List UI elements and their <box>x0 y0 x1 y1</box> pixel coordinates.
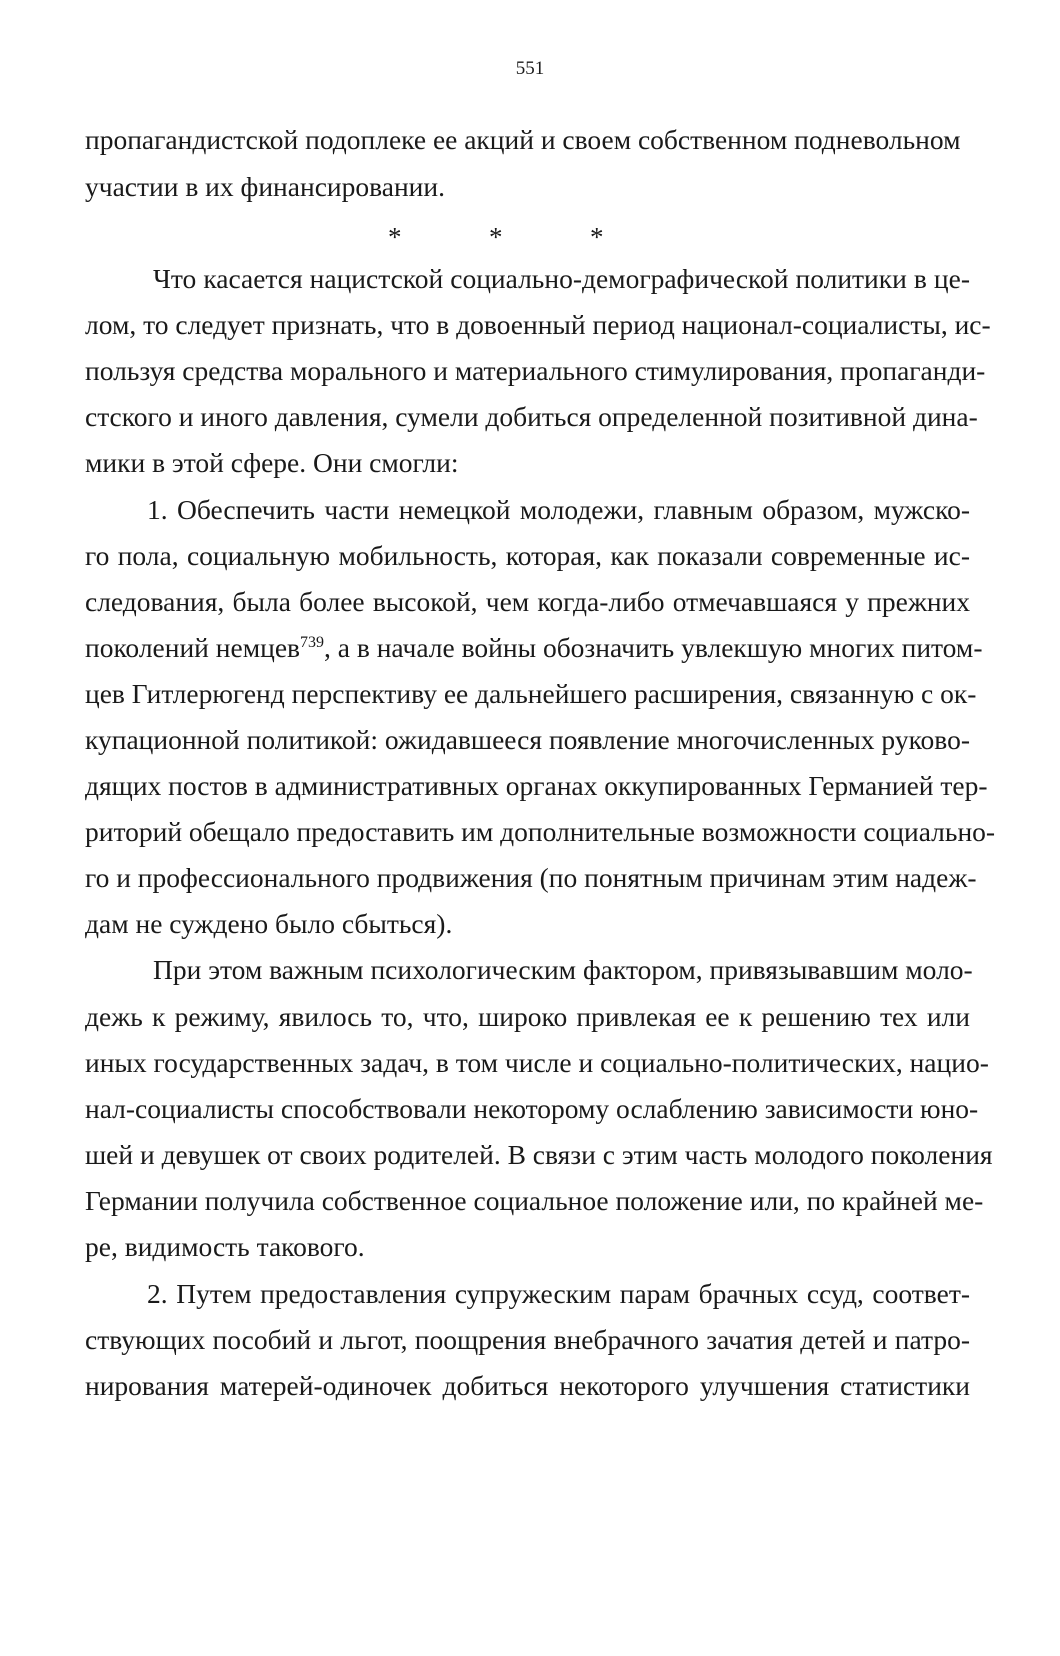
text-line: иных государственных задач, в том числе и социально-политических, нацио- <box>85 1047 989 1078</box>
section-separator <box>0 222 1060 254</box>
separator-asterisk: * <box>489 222 503 252</box>
text-line: 1. Обеспечить части немецкой молодежи, главным образом, мужско- <box>147 494 970 525</box>
text-line: пользуя средства морального и материального стимулирования, пропаганди- <box>85 355 986 386</box>
text-line: стского и иного давления, сумели добиться определенной позитивной дина- <box>85 401 978 432</box>
text-line: нал-социалисты способствовали некоторому ослаблению зависимости юно- <box>85 1093 979 1124</box>
text-segment: , а в начале войны обозначить увлекшую многих питом- <box>324 632 983 663</box>
separator-asterisk: * <box>388 222 402 252</box>
text-line: следования, была более высокой, чем когда-либо отмечавшаяся у прежних <box>85 586 970 617</box>
text-line: дящих постов в административных органах оккупированных Германией тер- <box>85 770 988 801</box>
text-line: цев Гитлерюгенд перспективу ее дальнейшего расширения, связанную с ок- <box>85 678 977 709</box>
text-line: дежь к режиму, явилось то, что, широко привлекая ее к решению тех или <box>85 1001 970 1032</box>
text-line: Германии получила собственное социальное положение или, по крайней ме- <box>85 1185 984 1216</box>
text-line: шей и девушек от своих родителей. В связи с этим часть молодого поколения <box>85 1139 993 1170</box>
text-line: нирования матерей-одиночек добиться некоторого улучшения статистики <box>85 1370 970 1401</box>
text-line: го и профессионального продвижения (по понятным причинам этим надеж- <box>85 862 977 893</box>
text-segment: поколений немцев <box>85 632 301 663</box>
text-line: пропагандистской подоплеке ее акций и своем собственном подневольном <box>85 124 961 155</box>
text-line: риторий обещало предоставить им дополнительные возможности социально- <box>85 816 996 847</box>
text-line: участии в их финансировании. <box>85 171 445 202</box>
text-line: При этом важным психологическим фактором, привязывавшим моло- <box>153 954 973 985</box>
text-line: 2. Путем предоставления супружеским парам брачных ссуд, соответ- <box>147 1278 970 1309</box>
text-line-with-footnote <box>85 632 983 664</box>
page-number: 551 <box>515 58 545 79</box>
text-line: Что касается нацистской социально-демографической политики в це- <box>153 263 970 294</box>
text-line: ре, видимость такового. <box>85 1231 365 1262</box>
text-line: мики в этой сфере. Они смогли: <box>85 447 459 478</box>
text-line: купационной политикой: ожидавшееся появление многочисленных руково- <box>85 724 970 755</box>
text-line: дам не суждено было сбыться). <box>85 908 453 939</box>
text-line: лом, то следует признать, что в довоенный период национал-социалисты, ис- <box>85 309 991 340</box>
separator-asterisk: * <box>590 222 604 252</box>
text-line: го пола, социальную мобильность, которая, как показали современные ис- <box>85 540 970 571</box>
text-line: ствующих пособий и льгот, поощрения внебрачного зачатия детей и патро- <box>85 1324 970 1355</box>
footnote-reference: 739 <box>300 633 325 651</box>
